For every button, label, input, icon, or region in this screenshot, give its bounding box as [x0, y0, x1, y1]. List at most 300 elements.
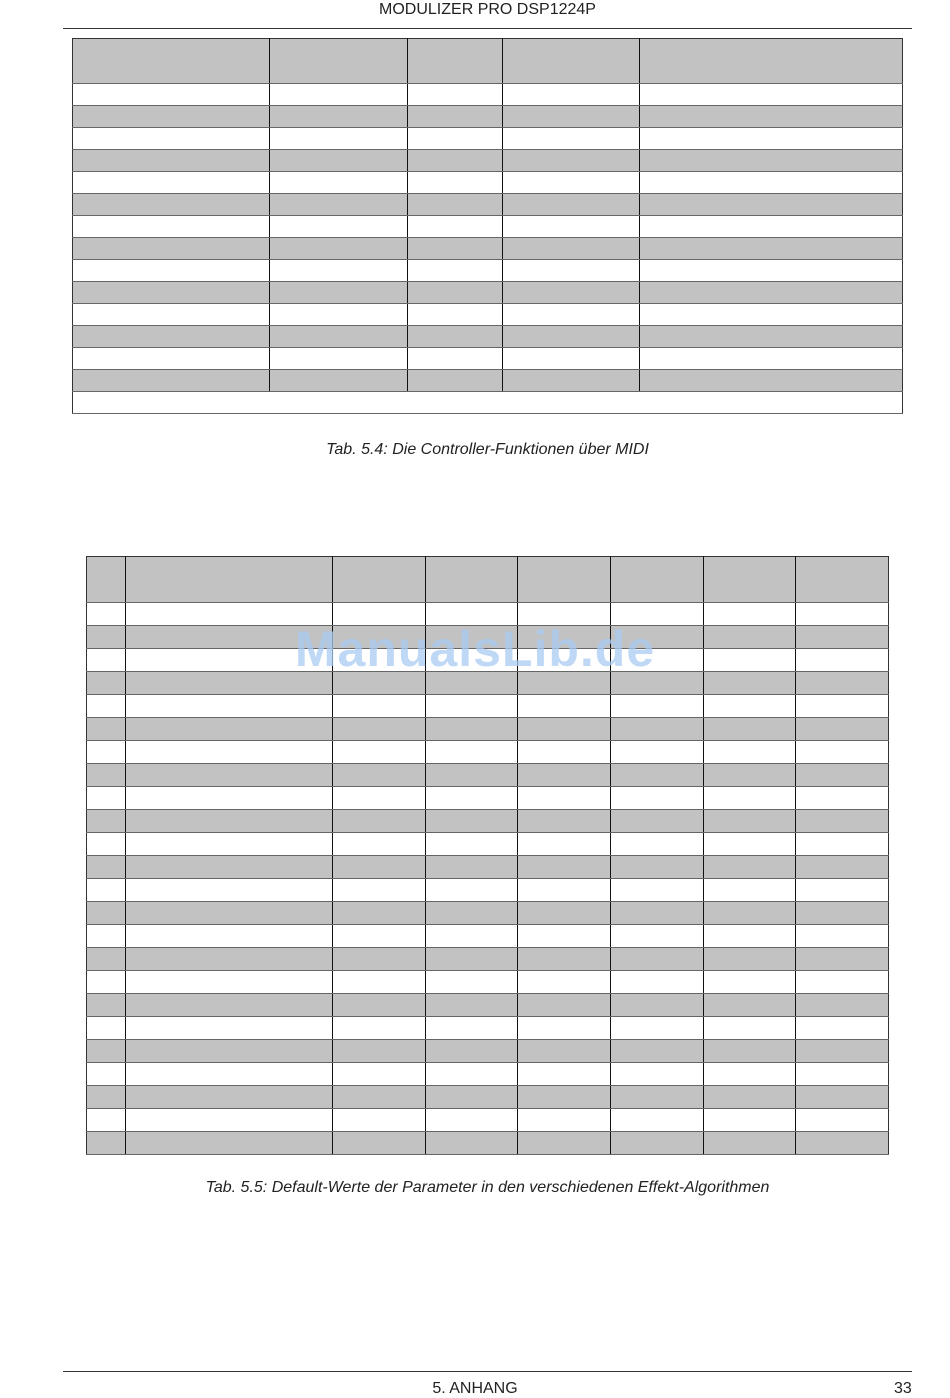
- table-cell: [270, 106, 408, 128]
- table-cell: [640, 260, 903, 282]
- table-cell: [518, 833, 611, 856]
- table-cell: [640, 216, 903, 238]
- table-cell: [640, 238, 903, 260]
- table-cell: [270, 84, 408, 106]
- table-row: [87, 856, 889, 879]
- table-cell: [518, 902, 611, 925]
- table-row: [73, 172, 903, 194]
- table-row: [73, 106, 903, 128]
- table-cell: [518, 925, 611, 948]
- table-cell: [704, 764, 796, 787]
- table-row: [87, 948, 889, 971]
- table-cell: [503, 106, 640, 128]
- table-cell: [408, 370, 503, 392]
- table-cell: [87, 948, 126, 971]
- table-cell: [796, 1017, 889, 1040]
- table-cell: [704, 672, 796, 695]
- table-row: [73, 128, 903, 150]
- table-cell: [611, 994, 704, 1017]
- table-cell: [270, 326, 408, 348]
- table-row: [73, 370, 903, 392]
- table-row: [73, 348, 903, 370]
- table-cell: [503, 326, 640, 348]
- table-cell: [518, 764, 611, 787]
- table-cell: [426, 1109, 518, 1132]
- table-row: [73, 194, 903, 216]
- header-cell: [611, 557, 704, 603]
- table-cell: [73, 216, 270, 238]
- table-cell: [640, 282, 903, 304]
- table-cell: [518, 672, 611, 695]
- table-cell: [426, 925, 518, 948]
- table-cell: [640, 150, 903, 172]
- table-cell: [796, 879, 889, 902]
- table-cell: [796, 764, 889, 787]
- table-cell: [503, 172, 640, 194]
- table-cell: [611, 1086, 704, 1109]
- header-cell: [518, 557, 611, 603]
- table-cell: [704, 810, 796, 833]
- table-cell: [270, 260, 408, 282]
- table-cell: [333, 695, 426, 718]
- table-cell: [426, 1086, 518, 1109]
- table-cell: [126, 1109, 333, 1132]
- table-cell: [426, 971, 518, 994]
- table-cell: [87, 994, 126, 1017]
- table-cell: [611, 948, 704, 971]
- table-cell: [704, 1040, 796, 1063]
- table-cell: [704, 833, 796, 856]
- table-cell: [611, 695, 704, 718]
- table-cell: [426, 902, 518, 925]
- table-cell: [611, 810, 704, 833]
- table-cell: [408, 304, 503, 326]
- table-cell: [503, 150, 640, 172]
- table-cell: [87, 879, 126, 902]
- table-cell: [87, 626, 126, 649]
- table-cell: [73, 304, 270, 326]
- table-cell: [796, 626, 889, 649]
- table-cell: [87, 833, 126, 856]
- header-cell: [796, 557, 889, 603]
- table-cell: [503, 238, 640, 260]
- table-row: [73, 304, 903, 326]
- table-cell: [408, 216, 503, 238]
- table-row: [87, 764, 889, 787]
- table-cell: [333, 672, 426, 695]
- table-row: [87, 718, 889, 741]
- table-cell: [408, 84, 503, 106]
- table-row: [87, 1132, 889, 1155]
- table-cell: [426, 1017, 518, 1040]
- table-cell: [333, 856, 426, 879]
- table-cell: [333, 1086, 426, 1109]
- table-cell: [333, 810, 426, 833]
- table-cell: [333, 741, 426, 764]
- table-cell: [611, 925, 704, 948]
- table-cell: [611, 672, 704, 695]
- table-cell: [73, 150, 270, 172]
- table-cell: [126, 948, 333, 971]
- table-cell: [796, 1132, 889, 1155]
- table-cell: [426, 764, 518, 787]
- table-cell: [796, 994, 889, 1017]
- table-cell: [518, 649, 611, 672]
- table-cell: [518, 994, 611, 1017]
- table-cell: [796, 1086, 889, 1109]
- table-cell: [611, 787, 704, 810]
- table-cell: [611, 971, 704, 994]
- header-cell: [408, 39, 503, 84]
- table-cell: [333, 718, 426, 741]
- table-cell: [426, 856, 518, 879]
- table-cell: [704, 741, 796, 764]
- table-cell: [796, 695, 889, 718]
- table-row: [87, 1017, 889, 1040]
- table-cell: [333, 925, 426, 948]
- table-cell: [518, 810, 611, 833]
- table-cell: [503, 84, 640, 106]
- table-cell: [503, 282, 640, 304]
- table-cell: [640, 304, 903, 326]
- table-cell: [704, 1086, 796, 1109]
- table-cell: [87, 856, 126, 879]
- table-cell: [426, 626, 518, 649]
- table-cell: [796, 741, 889, 764]
- table-cell: [126, 695, 333, 718]
- table-cell: [73, 370, 270, 392]
- table-cell: [408, 194, 503, 216]
- table-cell: [704, 1017, 796, 1040]
- table-cell: [611, 1109, 704, 1132]
- table-cell: [796, 1109, 889, 1132]
- table-cell: [640, 128, 903, 150]
- table-cell: [518, 695, 611, 718]
- table-cell: [796, 971, 889, 994]
- table-cell: [611, 649, 704, 672]
- table-row: [87, 1063, 889, 1086]
- table-row: [87, 971, 889, 994]
- table-cell: [611, 626, 704, 649]
- table-cell: [426, 879, 518, 902]
- table-cell: [87, 741, 126, 764]
- table-cell: [73, 348, 270, 370]
- table-row: [73, 326, 903, 348]
- table-cell: [518, 787, 611, 810]
- table-cell: [704, 902, 796, 925]
- table-row: [87, 1086, 889, 1109]
- table-cell: [87, 1086, 126, 1109]
- table-cell: [333, 649, 426, 672]
- table-cell: [333, 879, 426, 902]
- table-cell: [126, 649, 333, 672]
- header-cell: [270, 39, 408, 84]
- table-cell: [426, 1063, 518, 1086]
- table-cell: [408, 326, 503, 348]
- table-cell: [73, 260, 270, 282]
- page-number: 33: [894, 1380, 912, 1397]
- table-footer-row: [73, 392, 903, 414]
- table-cell: [796, 1040, 889, 1063]
- table-cell: [87, 925, 126, 948]
- table-cell: [518, 603, 611, 626]
- table-cell: [796, 925, 889, 948]
- table-cell: [408, 282, 503, 304]
- table-cell: [611, 902, 704, 925]
- table-cell: [704, 1109, 796, 1132]
- table-cell: [518, 1109, 611, 1132]
- table-cell: [333, 1109, 426, 1132]
- table-cell: [518, 1063, 611, 1086]
- table-cell: [73, 194, 270, 216]
- table-cell: [126, 626, 333, 649]
- table-cell: [503, 370, 640, 392]
- table-cell: [126, 902, 333, 925]
- table-cell: [640, 370, 903, 392]
- table-row: [73, 282, 903, 304]
- header-cell: [87, 557, 126, 603]
- table-cell: [640, 84, 903, 106]
- table-cell: [126, 994, 333, 1017]
- table-cell: [333, 1063, 426, 1086]
- table-cell: [126, 1063, 333, 1086]
- table-cell: [503, 348, 640, 370]
- table-cell: [611, 1063, 704, 1086]
- table-footer-cell: [73, 392, 903, 414]
- table-row: [73, 260, 903, 282]
- table-cell: [426, 810, 518, 833]
- table-row: [87, 626, 889, 649]
- table-cell: [126, 1132, 333, 1155]
- table-cell: [704, 718, 796, 741]
- table-cell: [333, 833, 426, 856]
- table-cell: [126, 856, 333, 879]
- table-cell: [270, 150, 408, 172]
- table-row: [73, 238, 903, 260]
- table-cell: [73, 238, 270, 260]
- table-cell: [426, 833, 518, 856]
- table-cell: [87, 718, 126, 741]
- table-row: [87, 1109, 889, 1132]
- table-cell: [270, 238, 408, 260]
- table-cell: [611, 603, 704, 626]
- table-cell: [611, 718, 704, 741]
- table-cell: [503, 194, 640, 216]
- table-cell: [426, 603, 518, 626]
- table-cell: [270, 194, 408, 216]
- table-cell: [796, 948, 889, 971]
- table-cell: [73, 172, 270, 194]
- table-cell: [518, 626, 611, 649]
- table-cell: [426, 672, 518, 695]
- footer-rule: [63, 1371, 912, 1372]
- table-cell: [426, 1132, 518, 1155]
- table-cell: [640, 106, 903, 128]
- table-cell: [87, 1017, 126, 1040]
- table-cell: [611, 856, 704, 879]
- table-cell: [87, 695, 126, 718]
- table-cell: [126, 741, 333, 764]
- table-cell: [270, 128, 408, 150]
- table-cell: [704, 994, 796, 1017]
- header-cell: [640, 39, 903, 84]
- table-cell: [73, 106, 270, 128]
- table-row: [87, 902, 889, 925]
- table-row: [73, 216, 903, 238]
- table-cell: [333, 603, 426, 626]
- table-cell: [704, 971, 796, 994]
- header-cell: [126, 557, 333, 603]
- table-cell: [73, 326, 270, 348]
- table-cell: [796, 1063, 889, 1086]
- table-cell: [87, 787, 126, 810]
- table-cell: [518, 948, 611, 971]
- table-cell: [73, 128, 270, 150]
- table-cell: [704, 787, 796, 810]
- table-cell: [518, 971, 611, 994]
- table-cell: [408, 260, 503, 282]
- table-cell: [408, 238, 503, 260]
- header-rule: [63, 28, 912, 29]
- table-cell: [503, 304, 640, 326]
- table-cell: [270, 348, 408, 370]
- table-cell: [640, 326, 903, 348]
- table-cell: [87, 1132, 126, 1155]
- table-cell: [611, 833, 704, 856]
- table-cell: [126, 925, 333, 948]
- table-5-4-caption: Tab. 5.4: Die Controller-Funktionen über MIDI: [326, 441, 649, 458]
- table-cell: [126, 810, 333, 833]
- table-cell: [126, 764, 333, 787]
- table-cell: [796, 649, 889, 672]
- table-cell: [408, 150, 503, 172]
- table-cell: [87, 649, 126, 672]
- table-cell: [796, 672, 889, 695]
- table-cell: [518, 1040, 611, 1063]
- table-5-4: [72, 38, 903, 414]
- table-header-row: [87, 557, 889, 603]
- table-cell: [704, 1132, 796, 1155]
- table-row: [87, 1040, 889, 1063]
- table-cell: [640, 348, 903, 370]
- table-row: [87, 741, 889, 764]
- table-cell: [270, 172, 408, 194]
- table-cell: [611, 1017, 704, 1040]
- table-cell: [126, 672, 333, 695]
- header-cell: [73, 39, 270, 84]
- table-cell: [426, 948, 518, 971]
- table-cell: [426, 741, 518, 764]
- table-cell: [87, 1109, 126, 1132]
- table-cell: [333, 787, 426, 810]
- footer-section-title: 5. ANHANG: [432, 1380, 518, 1397]
- table-cell: [87, 603, 126, 626]
- table-cell: [87, 672, 126, 695]
- table-cell: [333, 902, 426, 925]
- table-cell: [126, 603, 333, 626]
- table-cell: [126, 787, 333, 810]
- table-cell: [503, 216, 640, 238]
- table-cell: [87, 764, 126, 787]
- table-cell: [408, 106, 503, 128]
- header-cell: [704, 557, 796, 603]
- table-row: [73, 84, 903, 106]
- table-header-row: [73, 39, 903, 84]
- table-cell: [518, 856, 611, 879]
- table-cell: [270, 216, 408, 238]
- table-cell: [518, 879, 611, 902]
- table-cell: [333, 971, 426, 994]
- table-row: [87, 925, 889, 948]
- table-cell: [704, 856, 796, 879]
- table-cell: [126, 833, 333, 856]
- table-cell: [270, 304, 408, 326]
- table-cell: [333, 626, 426, 649]
- table-cell: [426, 695, 518, 718]
- table-cell: [611, 1040, 704, 1063]
- table-cell: [126, 1086, 333, 1109]
- table-cell: [796, 856, 889, 879]
- table-cell: [126, 879, 333, 902]
- table-row: [87, 649, 889, 672]
- table-cell: [333, 948, 426, 971]
- table-cell: [704, 649, 796, 672]
- table-cell: [611, 741, 704, 764]
- table-cell: [518, 1086, 611, 1109]
- table-cell: [704, 695, 796, 718]
- page-header-title: MODULIZER PRO DSP1224P: [379, 1, 596, 18]
- table-cell: [87, 971, 126, 994]
- table-cell: [796, 810, 889, 833]
- table-cell: [796, 787, 889, 810]
- table-cell: [333, 1017, 426, 1040]
- table-cell: [333, 994, 426, 1017]
- table-cell: [426, 994, 518, 1017]
- table-cell: [87, 1063, 126, 1086]
- table-cell: [796, 833, 889, 856]
- table-5-5: [86, 556, 889, 1155]
- table-cell: [611, 879, 704, 902]
- table-row: [87, 879, 889, 902]
- table-cell: [126, 1017, 333, 1040]
- table-5-5-caption: Tab. 5.5: Default-Werte der Parameter in den verschiedenen Effekt-Algorithmen: [205, 1179, 770, 1196]
- table-cell: [87, 902, 126, 925]
- table-cell: [518, 1017, 611, 1040]
- table-row: [87, 787, 889, 810]
- table-cell: [426, 787, 518, 810]
- watermark-logo: ManualsLib.de: [294, 621, 656, 677]
- table-cell: [73, 84, 270, 106]
- table-row: [87, 672, 889, 695]
- table-cell: [796, 603, 889, 626]
- header-cell: [503, 39, 640, 84]
- table-cell: [126, 971, 333, 994]
- table-cell: [73, 282, 270, 304]
- table-cell: [518, 718, 611, 741]
- table-cell: [503, 128, 640, 150]
- table-cell: [408, 348, 503, 370]
- table-cell: [640, 194, 903, 216]
- table-cell: [426, 1040, 518, 1063]
- table-cell: [640, 172, 903, 194]
- table-cell: [611, 1132, 704, 1155]
- table-cell: [704, 1063, 796, 1086]
- table-cell: [270, 370, 408, 392]
- table-cell: [503, 260, 640, 282]
- table-cell: [408, 128, 503, 150]
- table-cell: [126, 1040, 333, 1063]
- table-cell: [704, 603, 796, 626]
